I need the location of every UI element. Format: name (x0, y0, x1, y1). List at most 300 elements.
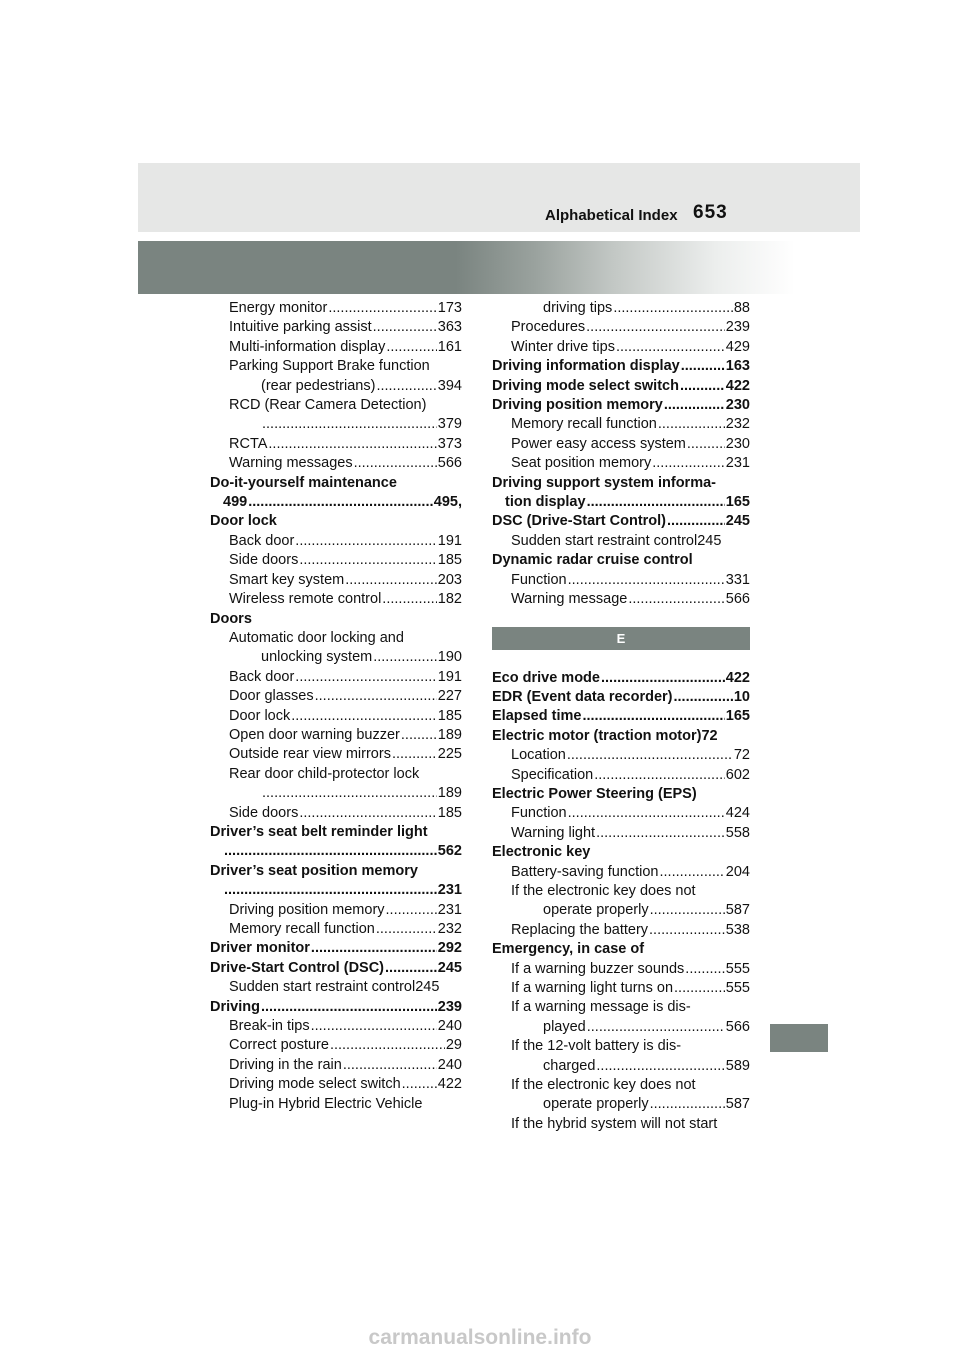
page-reference: 163 (725, 358, 750, 375)
index-term: operate properly (543, 1096, 649, 1113)
index-term: Open door warning buzzer (229, 726, 400, 743)
index-entry (492, 882, 750, 921)
index-column-right (492, 299, 750, 1134)
index-entry (210, 318, 462, 337)
page-reference: 72 (733, 747, 750, 764)
index-entry (210, 357, 462, 396)
index-row (229, 687, 462, 706)
leader-dots (261, 998, 437, 1017)
page-reference: 185 (437, 707, 462, 724)
index-term: Location (511, 747, 566, 764)
page-reference: 424 (725, 805, 750, 822)
index-entry (492, 804, 750, 823)
index-row (492, 512, 750, 531)
index-term: Memory recall function (229, 921, 375, 937)
leader-dots (382, 590, 437, 609)
index-row (511, 590, 750, 609)
index-entry (210, 668, 462, 687)
index-row (210, 610, 462, 629)
page-reference: 232 (725, 416, 750, 433)
index-row (511, 1057, 750, 1076)
page-reference: 422 (437, 1076, 462, 1093)
index-term: If a warning buzzer sounds (511, 960, 685, 977)
leader-dots (311, 1017, 437, 1036)
page-reference: 245 (415, 979, 440, 996)
page-reference: 88 (733, 300, 750, 316)
page-reference: 555 (725, 980, 750, 996)
index-term: If the hybrid system will not start (511, 1115, 718, 1132)
index-entry (210, 1095, 462, 1114)
index-entry (492, 318, 750, 337)
leader-dots (586, 318, 725, 337)
index-term: Elapsed time (492, 708, 582, 725)
index-term: Sudden start restraint control (511, 532, 698, 549)
leader-dots (667, 512, 725, 531)
leader-dots (376, 920, 437, 939)
page-reference: 566 (437, 455, 462, 472)
index-row (210, 842, 462, 861)
page-reference: 239 (725, 319, 750, 336)
page-reference: 495, (433, 494, 462, 511)
index-term: Side doors (229, 804, 299, 821)
index-term: operate properly (543, 902, 649, 919)
leader-dots (386, 901, 437, 920)
page-reference: 231 (725, 455, 750, 472)
leader-dots (568, 571, 725, 590)
index-entry (210, 1056, 462, 1075)
index-entry (210, 804, 462, 823)
page-reference: 394 (437, 377, 462, 394)
index-term: Driving (210, 998, 260, 1015)
leader-dots (674, 688, 733, 707)
index-entry (492, 921, 750, 940)
index-term: Plug-in Hybrid Electric Vehicle (229, 1095, 423, 1112)
index-entry (210, 687, 462, 706)
index-entry (492, 727, 750, 746)
index-row (511, 746, 750, 765)
leader-dots (660, 863, 725, 882)
index-term-line: If the electronic key does not (511, 1077, 696, 1094)
index-row (210, 998, 462, 1017)
index-entry (210, 939, 462, 958)
index-term: Back door (229, 532, 295, 549)
index-row (511, 318, 750, 337)
index-row (492, 377, 750, 396)
index-term: Energy monitor (229, 300, 328, 316)
index-entry (210, 1017, 462, 1036)
leader-dots (664, 396, 725, 415)
index-term: Specification (511, 766, 594, 783)
leader-dots (248, 493, 433, 512)
leader-dots (373, 648, 437, 667)
leader-dots (311, 939, 437, 958)
index-row (511, 1095, 750, 1114)
index-term: Outside rear view mirrors (229, 746, 391, 763)
leader-dots (613, 299, 733, 318)
index-entry (492, 338, 750, 357)
index-entry (210, 998, 462, 1017)
index-entry (210, 454, 462, 473)
leader-dots (330, 1036, 445, 1055)
index-entry (492, 746, 750, 765)
page-reference: 173 (437, 300, 462, 316)
watermark: carmanualsonline.info (368, 1326, 592, 1349)
leader-dots (354, 454, 437, 473)
index-entry (492, 998, 750, 1037)
page-reference: 204 (725, 863, 750, 880)
index-row (229, 1095, 462, 1114)
page-reference: 422 (725, 377, 750, 394)
leader-dots (224, 842, 437, 861)
index-term: Sudden start restraint control (229, 979, 416, 996)
index-row (511, 824, 750, 843)
leader-dots (685, 960, 725, 979)
page-reference: 230 (725, 435, 750, 452)
leader-dots (628, 590, 724, 609)
index-row (492, 688, 750, 707)
index-row (492, 357, 750, 376)
index-row (229, 668, 462, 687)
index-row (492, 493, 750, 512)
index-term: Door lock (210, 513, 277, 530)
index-row (210, 881, 462, 900)
index-row (511, 901, 750, 920)
leader-dots (262, 415, 437, 434)
leader-dots (681, 357, 725, 376)
index-entry (210, 1036, 462, 1055)
leader-dots (652, 454, 725, 473)
index-row (229, 1056, 462, 1075)
page-reference: 555 (725, 960, 750, 977)
index-term: Door glasses (229, 688, 314, 705)
page-reference: 292 (437, 940, 462, 957)
leader-dots (392, 745, 437, 764)
index-entry (492, 377, 750, 396)
index-entry (210, 920, 462, 939)
index-term: Side doors (229, 552, 299, 569)
page-reference: 240 (437, 1018, 462, 1035)
page-reference: 203 (437, 571, 462, 588)
index-term: Driving position memory (492, 397, 663, 414)
page-reference: 379 (437, 416, 462, 433)
index-row (511, 454, 750, 473)
index-term-line: RCD (Rear Camera Detection) (229, 397, 427, 414)
leader-dots (594, 766, 725, 785)
index-entry (210, 532, 462, 551)
leader-dots (650, 1095, 725, 1114)
leader-dots (402, 1075, 437, 1094)
index-term: Drive-Start Control (DSC) (210, 959, 385, 976)
index-row (210, 959, 462, 978)
leader-dots (299, 551, 436, 570)
page-reference: 558 (725, 824, 750, 841)
index-term-line: Do-it-yourself maintenance (210, 474, 397, 491)
index-column-left (210, 299, 462, 1114)
index-row (229, 707, 462, 726)
index-entry (210, 959, 462, 978)
index-row (492, 669, 750, 688)
index-term: Function (511, 571, 567, 588)
index-term: Multi-information display (229, 338, 386, 355)
index-term: charged (543, 1057, 596, 1074)
page-reference: 373 (437, 435, 462, 452)
page-reference: 191 (437, 668, 462, 685)
index-entry (492, 1037, 750, 1076)
index-term: Correct posture (229, 1037, 329, 1054)
index-row (229, 590, 462, 609)
leader-dots (601, 669, 725, 688)
index-term: Function (511, 805, 567, 822)
index-row (511, 979, 750, 998)
index-row (511, 338, 750, 357)
index-entry (492, 843, 750, 862)
index-term: Power easy access system (511, 435, 686, 452)
leader-dots (343, 1056, 437, 1075)
index-row (229, 1017, 462, 1036)
index-term: Procedures (511, 319, 586, 336)
index-term: Wireless remote control (229, 591, 382, 608)
index-term: Driving in the rain (229, 1056, 342, 1073)
leader-dots (587, 493, 725, 512)
index-row (511, 532, 750, 551)
index-term-line: Driver’s seat belt reminder light (210, 823, 428, 840)
index-term: Doors (210, 610, 252, 627)
page-reference: 363 (437, 319, 462, 336)
leader-dots (376, 377, 436, 396)
index-entry (492, 512, 750, 531)
index-row (229, 299, 462, 318)
index-term: Smart key system (229, 571, 345, 588)
index-term: Memory recall function (511, 416, 657, 433)
index-term-line: Parking Support Brake function (229, 358, 430, 375)
page-reference: 232 (437, 921, 462, 937)
index-term: Back door (229, 668, 295, 685)
index-entry (492, 785, 750, 804)
index-term-line: Automatic door locking and (229, 629, 404, 646)
index-row (229, 1036, 462, 1055)
index-row (511, 299, 750, 318)
page-reference: 538 (725, 921, 750, 938)
page-reference: 185 (437, 552, 462, 569)
index-entry (492, 435, 750, 454)
page-reference: 602 (725, 766, 750, 783)
page-reference: 161 (437, 338, 462, 355)
index-row (511, 571, 750, 590)
index-entry (210, 610, 462, 629)
page-reference: 230 (725, 397, 750, 414)
index-term: Warning messages (229, 455, 353, 472)
leader-dots (596, 824, 725, 843)
page-reference: 587 (725, 902, 750, 919)
index-entry (492, 357, 750, 376)
index-row (229, 532, 462, 551)
page-reference: 225 (437, 746, 462, 763)
leader-dots (596, 1057, 724, 1076)
index-term: Winter drive tips (511, 338, 615, 355)
leader-dots (616, 338, 725, 357)
index-term: Dynamic radar cruise control (492, 552, 693, 569)
page-reference: 589 (725, 1057, 750, 1074)
index-term: Warning message (511, 591, 628, 608)
index-term: Seat position memory (511, 455, 652, 472)
index-entry (492, 454, 750, 473)
index-entry (210, 551, 462, 570)
index-term: Driving mode select switch (492, 377, 679, 394)
leader-dots (650, 901, 725, 920)
page-reference: 429 (725, 338, 750, 355)
index-row (511, 1115, 750, 1134)
leader-dots (687, 435, 725, 454)
index-row (511, 415, 750, 434)
leader-dots (587, 1018, 725, 1037)
page-reference: 227 (437, 688, 462, 705)
index-term: Driving information display (492, 358, 680, 375)
page-reference: 10 (733, 688, 750, 705)
leader-dots (295, 532, 437, 551)
index-term: Emergency, in case of (492, 941, 645, 958)
index-row (229, 804, 462, 823)
leader-dots (328, 299, 436, 318)
page-reference: 245 (697, 532, 722, 549)
index-term: Driving position memory (229, 901, 385, 918)
index-term: DSC (Drive-Start Control) (492, 513, 667, 530)
index-entry (210, 1075, 462, 1094)
index-row (492, 843, 750, 862)
index-row (229, 377, 462, 396)
index-row (229, 901, 462, 920)
page-reference: 189 (437, 726, 462, 743)
index-entry (492, 979, 750, 998)
index-row (229, 318, 462, 337)
leader-dots (385, 959, 437, 978)
index-term: unlocking system (261, 649, 373, 666)
index-term: (rear pedestrians) (261, 377, 376, 394)
page-reference: 422 (725, 669, 750, 686)
section-header: E (492, 627, 750, 650)
page-reference: 165 (725, 708, 750, 725)
leader-dots (674, 979, 725, 998)
header-gradient-bar (138, 241, 860, 294)
index-entry (492, 707, 750, 726)
index-entry (210, 435, 462, 454)
page-reference: 331 (725, 571, 750, 588)
page-reference: 185 (437, 804, 462, 821)
index-row (229, 551, 462, 570)
page-reference: 231 (437, 901, 462, 918)
index-entry (210, 629, 462, 668)
index-row (511, 804, 750, 823)
index-term: Door lock (229, 707, 291, 724)
index-term: driving tips (543, 300, 613, 316)
index-term-line: Driver’s seat position memory (210, 862, 418, 879)
leader-dots (680, 377, 725, 396)
index-term: 499 (223, 494, 248, 511)
page-reference: 165 (725, 494, 750, 511)
index-row (511, 863, 750, 882)
leader-dots (658, 415, 725, 434)
index-term-line: Driving support system informa- (492, 474, 716, 491)
page-reference: 72 (701, 727, 718, 744)
index-entry (492, 1076, 750, 1115)
index-term: Electric Power Steering (EPS) (492, 785, 697, 802)
page-reference: 245 (725, 513, 750, 530)
index-row (492, 707, 750, 726)
index-entry (492, 766, 750, 785)
index-term: Electric motor (traction motor) (492, 727, 702, 744)
index-row (229, 978, 462, 997)
index-entry (210, 745, 462, 764)
index-row (511, 435, 750, 454)
index-entry (210, 978, 462, 997)
index-entry (492, 824, 750, 843)
index-entry (492, 960, 750, 979)
index-entry (210, 901, 462, 920)
index-row (511, 921, 750, 940)
index-term: If a warning light turns on (511, 980, 674, 996)
index-row (229, 338, 462, 357)
page-reference: 587 (725, 1096, 750, 1113)
index-entry (210, 571, 462, 590)
index-row (492, 396, 750, 415)
index-entry (210, 765, 462, 804)
leader-dots (262, 784, 437, 803)
index-term-line: If the 12-volt battery is dis- (511, 1038, 682, 1055)
page-reference: 29 (445, 1037, 462, 1054)
page-reference: 189 (437, 785, 462, 802)
index-entry (492, 688, 750, 707)
index-entry (492, 551, 750, 570)
leader-dots (315, 687, 437, 706)
index-entry (210, 338, 462, 357)
index-entry (492, 415, 750, 434)
index-entry (210, 823, 462, 862)
index-row (210, 512, 462, 531)
index-row (492, 940, 750, 959)
index-row (229, 571, 462, 590)
page-reference: 245 (437, 959, 462, 976)
leader-dots (567, 746, 733, 765)
leader-dots (291, 707, 437, 726)
index-term: played (543, 1018, 586, 1035)
index-entry (492, 940, 750, 959)
index-entry (210, 396, 462, 435)
page-reference: 182 (437, 591, 462, 608)
page-title: Alphabetical Index (545, 207, 678, 224)
leader-dots (299, 804, 436, 823)
index-row (511, 766, 750, 785)
index-entry (210, 299, 462, 318)
index-row (229, 920, 462, 939)
index-entry (210, 474, 462, 513)
index-entry (492, 1115, 750, 1134)
index-term: Warning light (511, 824, 596, 841)
page-reference: 231 (437, 882, 462, 899)
leader-dots (224, 881, 437, 900)
leader-dots (401, 726, 437, 745)
index-term: RCTA (229, 435, 268, 452)
index-term: Driving mode select switch (229, 1076, 401, 1093)
header-band (138, 163, 860, 232)
index-row (492, 785, 750, 804)
index-row (229, 784, 462, 803)
index-entry (492, 669, 750, 688)
page-reference: 190 (437, 649, 462, 666)
index-term-line: If a warning message is dis- (511, 999, 691, 1016)
page-reference: 239 (437, 998, 462, 1015)
index-entry (210, 726, 462, 745)
index-entry (492, 396, 750, 415)
leader-dots (568, 804, 725, 823)
